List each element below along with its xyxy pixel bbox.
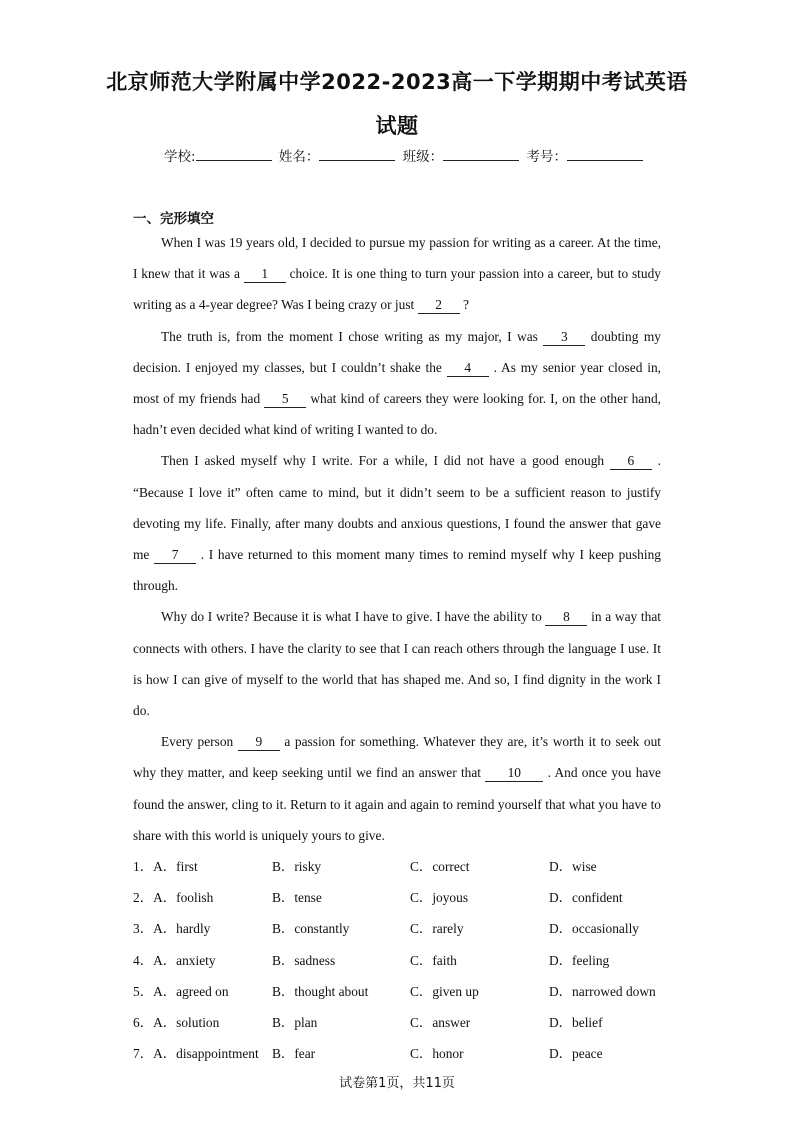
answer-option[interactable]: D．feeling [549,952,610,968]
answer-option[interactable]: C．correct [410,859,470,874]
answer-option[interactable]: D．peace [549,1046,603,1062]
answer-option[interactable]: 7．A．disappointment [133,1046,259,1062]
passage-paragraph: When I was 19 years old, I decided to pursue my passion for writing as a career. At the time, I knew that it was a 1 choice. It is one thing to turn your passion into a career, but to study writing as a 4-year degree? Was I being crazy or just 2 ? [133,235,661,313]
passage-paragraph: Why do I write? Because it is what I have to give. I have the ability to 8 in a way that connects with others. I have the clarity to see that I can reach others through the language I use. It is how I can give of myself to the world that has shaped me. And so, I find dignity in the work I do. [133,609,661,719]
answer-option[interactable]: 6．A．solution [133,1014,220,1030]
answer-option[interactable]: D．confident [549,890,623,906]
section-heading: 一、完形填空 [133,211,214,227]
school-label: 学校: [164,149,196,165]
page-footer: 试卷第1页，共11页 [339,1076,455,1091]
cloze-blank-8[interactable]: 8 [545,609,587,626]
cloze-passage [133,227,661,851]
cloze-blank-10[interactable]: 10 [485,765,543,782]
passage-paragraph: Every person 9 a passion for something. Whatever they are, it’s worth it to seek out why they matter, and keep seeking until we find an answer that 10 . And once you have found the answer, cling to it. Return to it again and again to remind yourself that what you have to share with this world is uniquely yours to give. [133,734,661,843]
question-options-row [133,1007,693,1038]
cloze-blank-2[interactable]: 2 [418,297,460,314]
answer-option[interactable]: B．fear [272,1046,316,1062]
passage-paragraph: Then I asked myself why I write. For a while, I did not have a good enough 6 . “Because I love it” often came to mind, but it didn’t seem to be a sufficient reason to justify devoting my life. Finally, after many doubts and anxious questions, I found the answer that gave me 7 . I have returned to this moment many times to remind myself why I keep pushing through. [133,453,661,594]
answer-option[interactable]: C．joyous [410,890,469,906]
question-options-row [133,945,693,976]
answer-option[interactable]: B．tense [272,890,322,906]
exam-title-line-1: 北京师范大学附属中学2022-2023高一下学期期中考试英语 [106,70,688,94]
exam-number-label: 考号： [526,149,567,165]
answer-option[interactable]: 3．A．hardly [133,921,211,937]
question-options-row [133,913,693,944]
answer-option[interactable]: B．plan [272,1014,318,1030]
passage-paragraph: The truth is, from the moment I chose writing as my major, I was 3 doubting my decision. I enjoyed my classes, but I couldn’t shake the 4 . As my senior year closed in, most of my friends had 5 what kind of careers they were looking for. I, on the other hand, hadn’t even decided what kind of writing I wanted to do. [133,328,661,438]
answer-option[interactable]: 5．A．agreed on [133,983,229,999]
answer-option[interactable]: 1．A．first [133,859,198,874]
answer-option[interactable]: C．honor [410,1046,464,1062]
class-blank[interactable] [443,148,519,161]
answer-option[interactable]: B．sadness [272,952,336,968]
answer-option[interactable]: B．risky [272,859,322,874]
cloze-blank-1[interactable]: 1 [244,266,286,283]
answer-options [133,851,693,1069]
question-options-row [133,976,693,1007]
answer-option[interactable]: D．wise [549,859,597,874]
question-options-row [133,882,693,913]
name-blank[interactable] [319,148,395,161]
answer-option[interactable]: C．rarely [410,921,464,937]
question-options-row [133,851,693,882]
answer-option[interactable]: D．narrowed down [549,983,656,999]
student-info-row [164,145,646,165]
answer-option[interactable]: B．constantly [272,921,350,937]
cloze-blank-6[interactable]: 6 [610,453,652,470]
exam-number-blank[interactable] [567,148,643,161]
cloze-blank-5[interactable]: 5 [264,391,306,408]
cloze-blank-7[interactable]: 7 [154,547,196,564]
answer-option[interactable]: B．thought about [272,983,369,999]
answer-option[interactable]: D．belief [549,1014,603,1030]
cloze-blank-9[interactable]: 9 [238,734,280,751]
name-label: 姓名： [278,149,320,165]
cloze-blank-4[interactable]: 4 [447,360,489,377]
class-label: 班级： [402,149,444,165]
answer-option[interactable]: C．faith [410,952,457,968]
exam-title-line-2: 试题 [375,114,419,138]
answer-option[interactable]: 4．A．anxiety [133,952,216,968]
cloze-blank-3[interactable]: 3 [543,329,585,346]
answer-option[interactable]: C．given up [410,983,479,999]
answer-option[interactable]: 2．A．foolish [133,890,214,906]
question-options-row [133,1038,693,1069]
school-blank[interactable] [196,148,272,161]
answer-option[interactable]: D．occasionally [549,921,639,937]
answer-option[interactable]: C．answer [410,1014,471,1030]
